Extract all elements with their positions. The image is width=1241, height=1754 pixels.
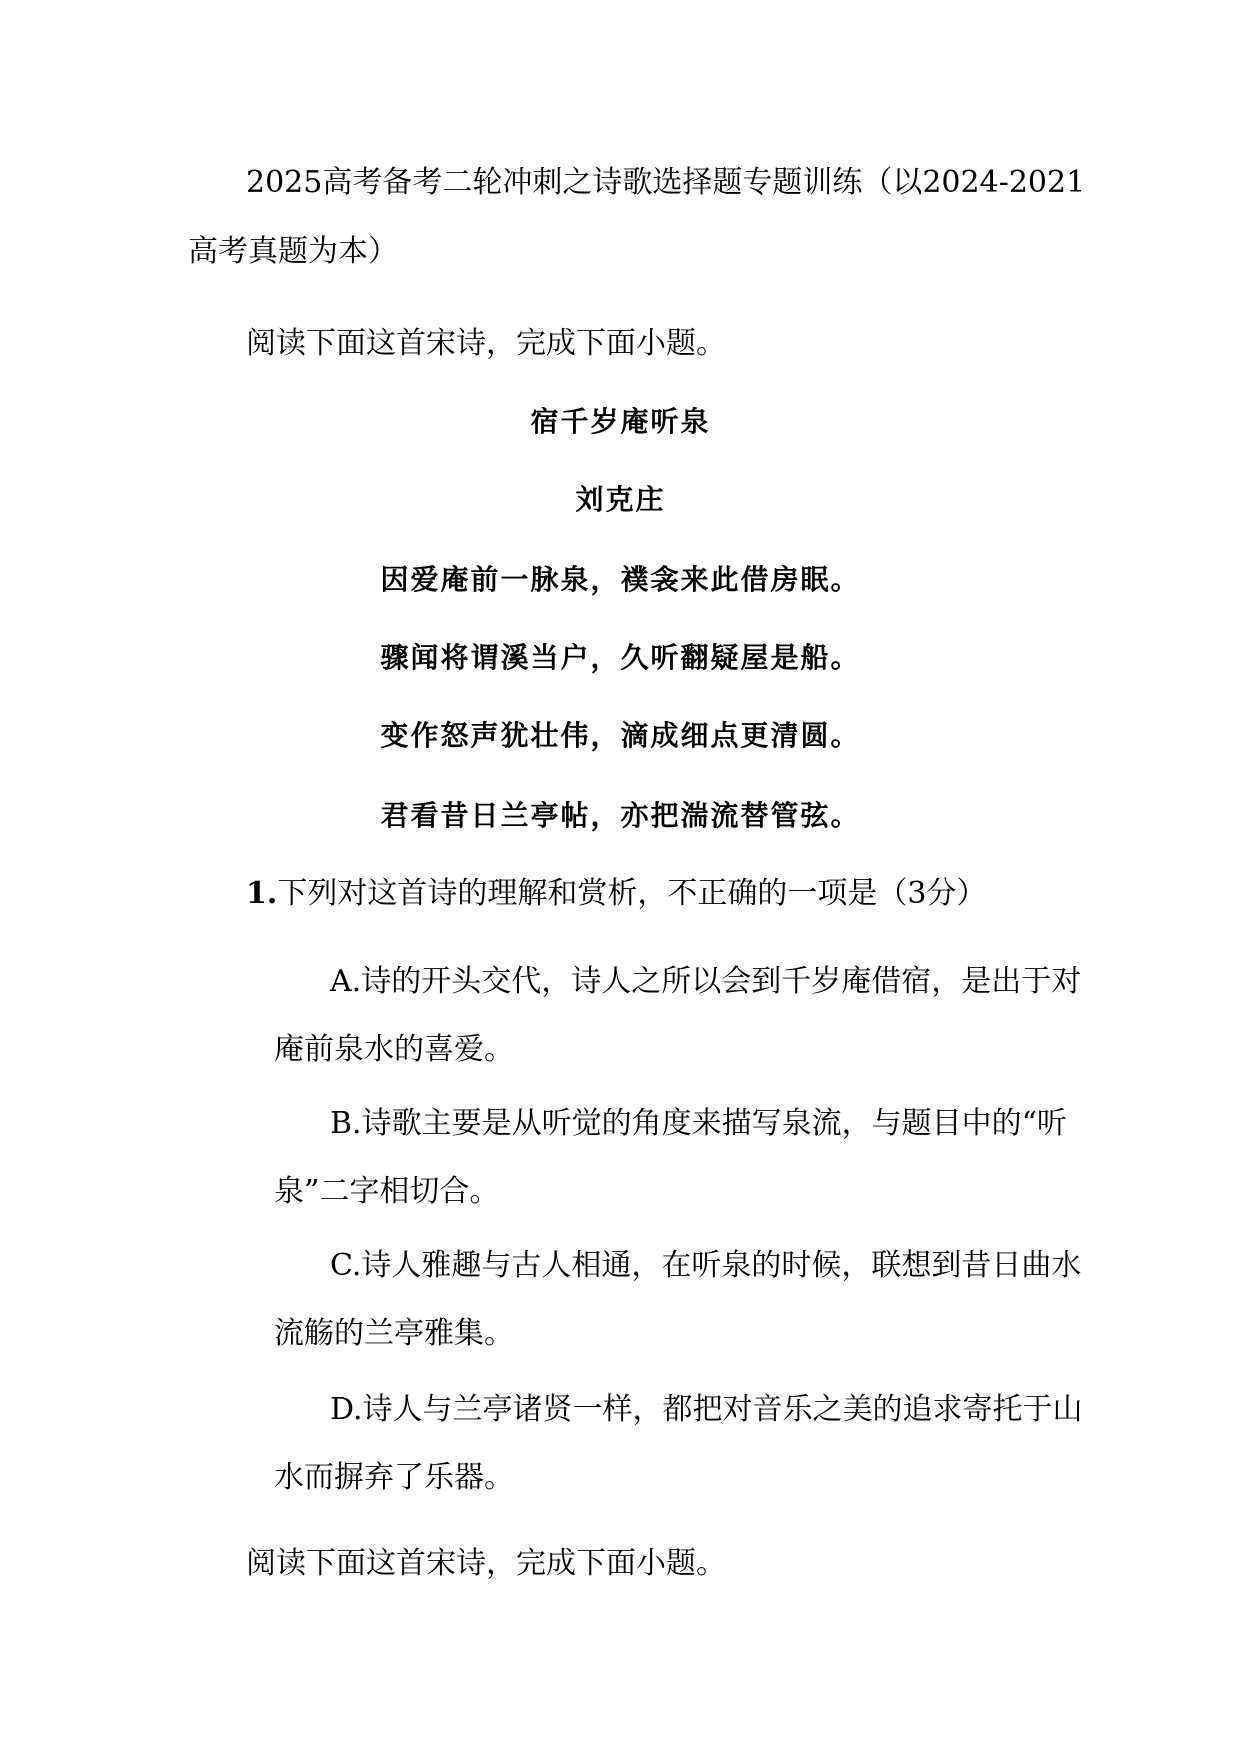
poem-line: 骤闻将谓溪当户，久听翻疑屋是船。 <box>380 641 861 674</box>
option-b-line-2: 泉”二字相切合。 <box>274 1174 500 1209</box>
option-d-line-1: D.诗人与兰亭诸贤一样，都把对音乐之美的追求寄托于山 <box>330 1392 1083 1427</box>
document-title-line-2: 高考真题为本） <box>188 234 398 269</box>
option-b-line-1: B.诗歌主要是从听觉的角度来描写泉流，与题目中的“听 <box>330 1106 1067 1141</box>
poem-line: 变作怒声犹壮伟，滴成细点更清圆。 <box>380 719 861 752</box>
question-number: 1. <box>246 876 278 911</box>
option-a-line-2: 庵前泉水的喜爱。 <box>274 1032 514 1067</box>
poem-author: 刘克庄 <box>575 483 666 516</box>
reading-instruction-2: 阅读下面这首宋诗，完成下面小题。 <box>246 1546 726 1581</box>
option-a-line-1: A.诗的开头交代，诗人之所以会到千岁庵借宿，是出于对 <box>330 964 1082 999</box>
option-d-line-2: 水而摒弃了乐器。 <box>274 1460 514 1495</box>
poem-line: 因爱庵前一脉泉，襆衾来此借房眠。 <box>380 563 861 596</box>
poem-title: 宿千岁庵听泉 <box>530 405 711 438</box>
reading-instruction: 阅读下面这首宋诗，完成下面小题。 <box>246 326 726 361</box>
option-c-line-1: C.诗人雅趣与古人相通，在听泉的时候，联想到昔日曲水 <box>330 1248 1082 1283</box>
question-1-stem <box>246 874 986 914</box>
question-stem-text: 下列对这首诗的理解和赏析，不正确的一项是（3分） <box>277 876 987 911</box>
poem-line: 君看昔日兰亭帖，亦把湍流替管弦。 <box>380 799 861 832</box>
document-title-line-1: 2025高考备考二轮冲刺之诗歌选择题专题训练（以2024-2021 <box>246 165 1086 200</box>
option-c-line-2: 流觞的兰亭雅集。 <box>274 1316 514 1351</box>
